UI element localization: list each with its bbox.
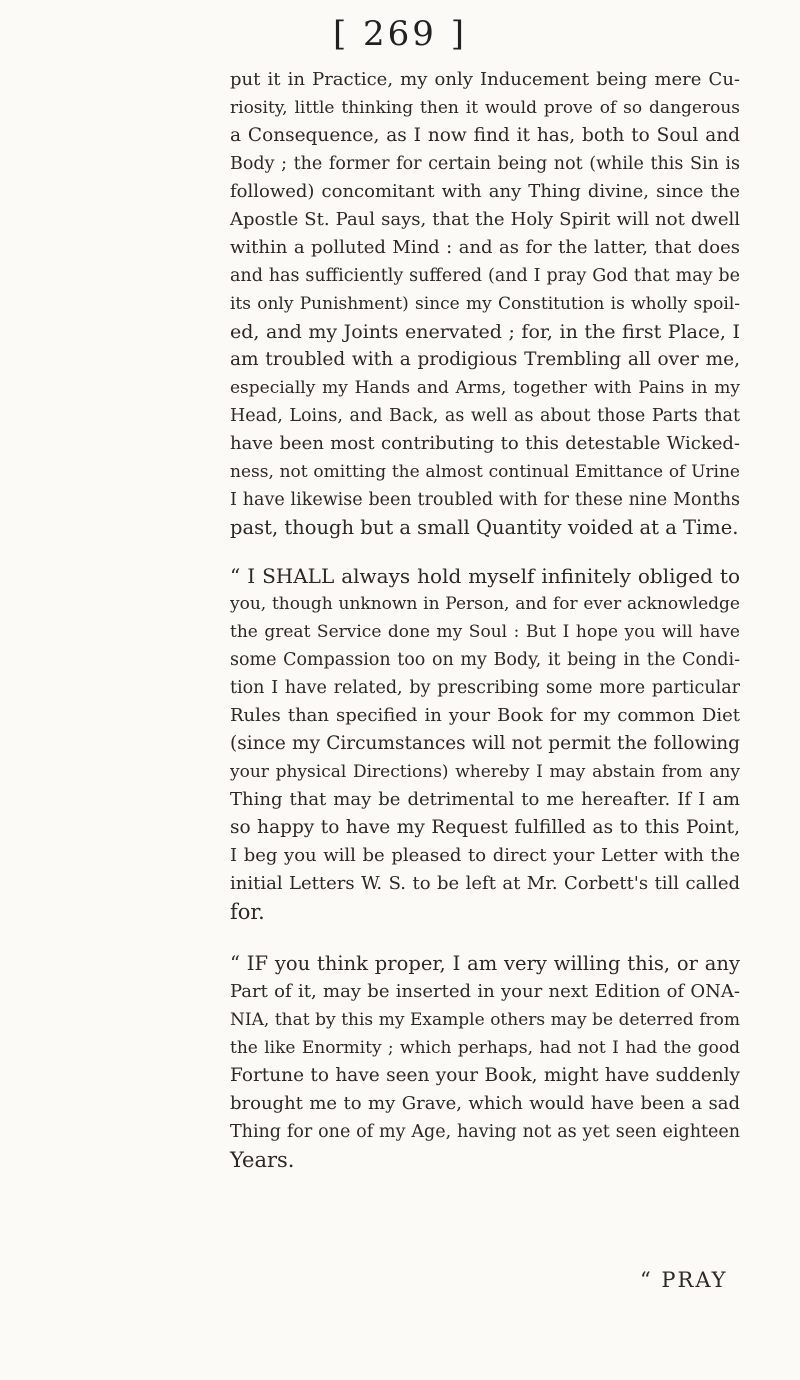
text-line: past, though but a small Quantity voided at a Time.	[230, 516, 739, 539]
text-line: I beg you will be pleased to direct your Letter with the	[230, 845, 740, 866]
text-line: have been most contributing to this detestable Wicked-	[230, 433, 740, 454]
text-line: especially my Hands and Arms, together with Pains in my	[230, 378, 740, 398]
text-line: the like Enormity ; which perhaps, had not I had the good	[230, 1038, 740, 1058]
text-line: “ I SHALL always hold myself infinitely obliged to	[230, 564, 740, 588]
text-line: brought me to my Grave, which would have been a sad	[230, 1093, 740, 1114]
text-line: Body ; the former for certain being not (while this Sin is	[230, 154, 740, 174]
text-line: you, though unknown in Person, and for ever acknowledge	[230, 594, 740, 614]
text-line: Rules than specified in your Book for my common Diet	[230, 705, 740, 726]
text-line: (since my Circumstances will not permit the following	[230, 733, 740, 754]
text-line: “ IF you think proper, I am very willing this, or any	[230, 952, 740, 975]
text-line: the great Service done my Soul : But I hope you will have	[230, 622, 740, 642]
text-line: Head, Loins, and Back, as well as about those Parts that	[230, 406, 740, 426]
text-line: some Compassion too on my Body, it being in the Condi-	[230, 650, 740, 670]
text-line: Years.	[230, 1148, 295, 1172]
text-line: riosity, little thinking then it would prove of so dangerous	[230, 98, 740, 118]
text-line: its only Punishment) since my Constitution is wholly spoil-	[230, 294, 740, 314]
text-line: Fortune to have seen your Book, might have suddenly	[230, 1065, 740, 1086]
text-line: Part of it, may be inserted in your next Edition of ONA-	[230, 981, 740, 1002]
text-line: NIA, that by this my Example others may be deterred from	[230, 1010, 740, 1030]
text-line: within a polluted Mind : and as for the latter, that does	[230, 237, 740, 258]
text-line: followed) concomitant with any Thing divine, since the	[230, 181, 740, 202]
text-line: ness, not omitting the almost continual Emittance of Urine	[230, 462, 740, 482]
text-line: for.	[230, 900, 265, 924]
page-number: [ 269 ]	[332, 14, 468, 54]
text-line: am troubled with a prodigious Trembling all over me,	[230, 349, 740, 370]
text-line: Apostle St. Paul says, that the Holy Spirit will not dwell	[230, 209, 740, 230]
text-line: tion I have related, by prescribing some more particular	[230, 678, 740, 698]
text-line: a Consequence, as I now find it has, both to Soul and	[230, 125, 740, 146]
catchword: “ PRAY	[640, 1268, 728, 1292]
text-line: Thing that may be detrimental to me hereafter. If I am	[230, 789, 740, 810]
text-line: initial Letters W. S. to be left at Mr. Corbett's till called	[230, 873, 740, 894]
text-line: and has sufficiently suffered (and I pray God that may be	[230, 266, 740, 286]
text-line: I have likewise been troubled with for these nine Months	[230, 490, 740, 510]
text-line: ed, and my Joints enervated ; for, in the first Place, I	[230, 321, 740, 343]
text-line: so happy to have my Request fulfilled as to this Point,	[230, 817, 740, 838]
text-line: your physical Directions) whereby I may abstain from any	[230, 762, 740, 782]
text-line: put it in Practice, my only Inducement being mere Cu-	[230, 69, 740, 90]
text-line: Thing for one of my Age, having not as yet seen eighteen	[230, 1122, 740, 1142]
